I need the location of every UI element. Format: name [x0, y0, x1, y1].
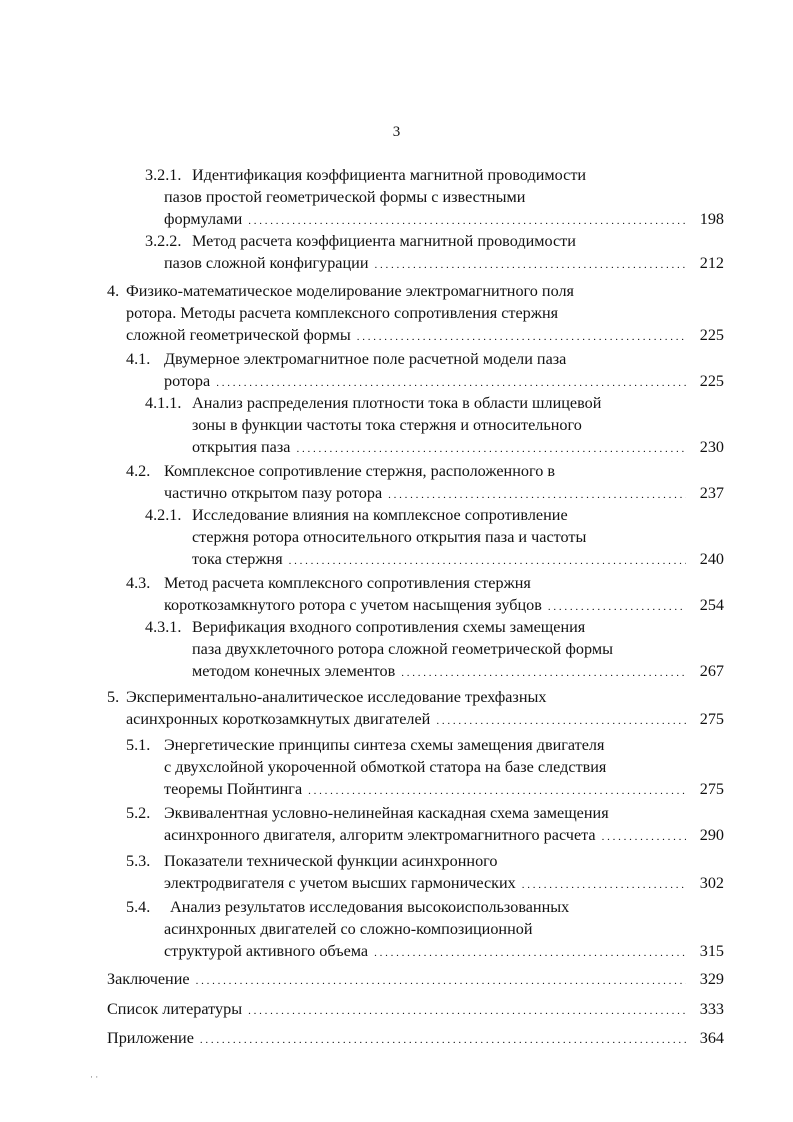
toc-entry-leader-row [192, 660, 724, 684]
dot-leader [401, 660, 686, 684]
toc-entry-title-line: Комплексное сопротивление стержня, расположенного в [164, 462, 555, 480]
toc-entry-page: 237 [699, 484, 724, 502]
toc-entry-title-line: Верификация входного сопротивления схемы замещения [192, 618, 586, 636]
toc-entry-title-line: Анализ результатов исследования высокоиспользованных [170, 898, 570, 916]
dot-leader [289, 548, 686, 572]
toc-entry-leader-row [164, 778, 724, 802]
dot-leader [522, 872, 686, 896]
dot-leader [196, 968, 686, 992]
toc-entry-title-line: Показатели технической функции асинхронного [164, 852, 498, 870]
toc-entry-number: 5.1. [126, 736, 151, 754]
toc-entry-leader-row [164, 940, 724, 964]
toc-entry-title-line: Идентификация коэффициента магнитной проводимости [192, 166, 587, 184]
toc-entry-title-line: пазов простой геометрической формы с известными [164, 188, 526, 206]
toc-entry-leader-row [164, 208, 724, 232]
toc-entry-title-line: теоремы Пойнтинга [164, 780, 303, 798]
toc-entry-title-line: асинхронных двигателей со сложно-композиционной [164, 920, 533, 938]
toc-entry-title-line: асинхронных короткозамкнутых двигателей [126, 710, 431, 728]
toc-entry-page: 212 [699, 254, 724, 272]
toc-entry-page: 225 [699, 372, 724, 390]
toc-entry-leader-row [107, 968, 724, 992]
toc-entry-leader-row [164, 370, 724, 394]
scan-artifact: · · [90, 1072, 99, 1082]
toc-entry-page: 267 [699, 662, 724, 680]
toc-entry-title-line: частично открытом пазу ротора [164, 484, 383, 502]
dot-leader [374, 940, 686, 964]
dot-leader [548, 594, 686, 618]
toc-entry-leader-row [126, 324, 724, 348]
toc-entry-title-line: паза двухклеточного ротора сложной геометрической формы [192, 640, 613, 658]
toc-entry-title-line: стержня ротора относительного открытия паза и частоты [192, 528, 587, 546]
toc-entry-title-line: асинхронного двигателя, алгоритм электромагнитного расчета [164, 826, 596, 844]
toc-entry-number: 4.1. [126, 350, 151, 368]
toc-entry-title-line: ротора. Методы расчета комплексного сопротивления стержня [126, 304, 559, 322]
toc-entry-page: 333 [699, 1000, 724, 1018]
toc-entry-page: 275 [699, 780, 724, 798]
dot-leader [200, 1027, 686, 1051]
toc-entry-page: 198 [699, 210, 724, 228]
toc-entry-page: 225 [699, 326, 724, 344]
toc-entry-number: 5.3. [126, 852, 151, 870]
toc-entry-title-line: Двумерное электромагнитное поле расчетной модели паза [164, 350, 567, 368]
dot-leader [602, 824, 686, 848]
toc-entry-title-line: пазов сложной конфигурации [164, 254, 369, 272]
toc-entry-leader-row [192, 436, 724, 460]
toc-entry-title-line: сложной геометрической формы [126, 326, 351, 344]
toc-entry-leader-row [164, 594, 724, 618]
toc-entry-number: 4.3.1. [145, 618, 182, 636]
toc-entry-title-line: методом конечных элементов [192, 662, 396, 680]
toc-entry-title-line: структурой активного объема [164, 942, 369, 960]
toc-entry-title-line: зоны в функции частоты тока стержня и относительного [192, 416, 582, 434]
toc-entry-number: 4.2. [126, 462, 151, 480]
toc-entry-leader-row [192, 548, 724, 572]
dot-leader [436, 708, 686, 732]
toc-entry-number: 5.4. [126, 898, 151, 916]
toc-entry-page: 315 [699, 942, 724, 960]
toc-entry-title-line: Физико-математическое моделирование электромагнитного поля [126, 282, 574, 300]
toc-entry-number: 3.2.2. [145, 232, 182, 250]
toc-entry-page: 302 [699, 874, 724, 892]
toc-entry-number: 5. [107, 688, 120, 706]
toc-entry-leader-row [126, 708, 724, 732]
page-number: 3 [392, 124, 401, 140]
dot-leader [357, 324, 686, 348]
toc-entry-title-line: тока стержня [192, 550, 283, 568]
toc-entry-number: 4.1.1. [145, 394, 182, 412]
toc-entry-title-line: Приложение [107, 1029, 194, 1047]
toc-entry-number: 3.2.1. [145, 166, 182, 184]
dot-leader [216, 370, 686, 394]
toc-entry-page: 329 [699, 970, 724, 988]
toc-entry-page: 254 [699, 596, 724, 614]
toc-entry-leader-row [164, 872, 724, 896]
toc-entry-leader-row [107, 998, 724, 1022]
dot-leader [375, 252, 687, 276]
toc-entry-leader-row [107, 1027, 724, 1051]
toc-entry-page: 290 [699, 826, 724, 844]
toc-entry-leader-row [164, 824, 724, 848]
toc-entry-title-line: Экспериментально-аналитическое исследование трехфазных [126, 688, 547, 706]
toc-entry-title-line: открытия паза [192, 438, 291, 456]
toc-entry-leader-row [164, 252, 724, 276]
toc-entry-title-line: Список литературы [107, 1000, 243, 1018]
toc-entry-number: 5.2. [126, 804, 151, 822]
toc-entry-title-line: короткозамкнутого ротора с учетом насыщения зубцов [164, 596, 542, 614]
toc-entry-number: 4.2.1. [145, 506, 182, 524]
toc-entry-title-line: Заключение [107, 970, 190, 988]
dot-leader [248, 208, 686, 232]
toc-entry-title-line: Энергетические принципы синтеза схемы замещения двигателя [164, 736, 605, 754]
toc-entry-page: 275 [699, 710, 724, 728]
dot-leader [308, 778, 686, 802]
toc-entry-leader-row [164, 482, 724, 506]
toc-entry-title-line: Исследование влияния на комплексное сопротивление [192, 506, 568, 524]
toc-entry-number: 4.3. [126, 574, 151, 592]
dot-leader [248, 998, 686, 1022]
toc-entry-page: 364 [699, 1029, 724, 1047]
toc-entry-title-line: с двухслойной укороченной обмоткой статора на базе следствия [164, 758, 607, 776]
toc-entry-title-line: формулами [164, 210, 243, 228]
toc-entry-title-line: Анализ распределения плотности тока в области шлицевой [192, 394, 602, 412]
toc-entry-title-line: Метод расчета комплексного сопротивления стержня [164, 574, 531, 592]
toc-entry-number: 4. [107, 282, 120, 300]
toc-entry-title-line: электродвигателя с учетом высших гармонических [164, 874, 516, 892]
dot-leader [296, 436, 686, 460]
toc-entry-page: 240 [699, 550, 724, 568]
toc-entry-title-line: ротора [164, 372, 211, 390]
toc-entry-page: 230 [699, 438, 724, 456]
toc-entry-title-line: Метод расчета коэффициента магнитной проводимости [192, 232, 576, 250]
toc-entry-title-line: Эквивалентная условно-нелинейная каскадная схема замещения [164, 804, 609, 822]
dot-leader [388, 482, 686, 506]
